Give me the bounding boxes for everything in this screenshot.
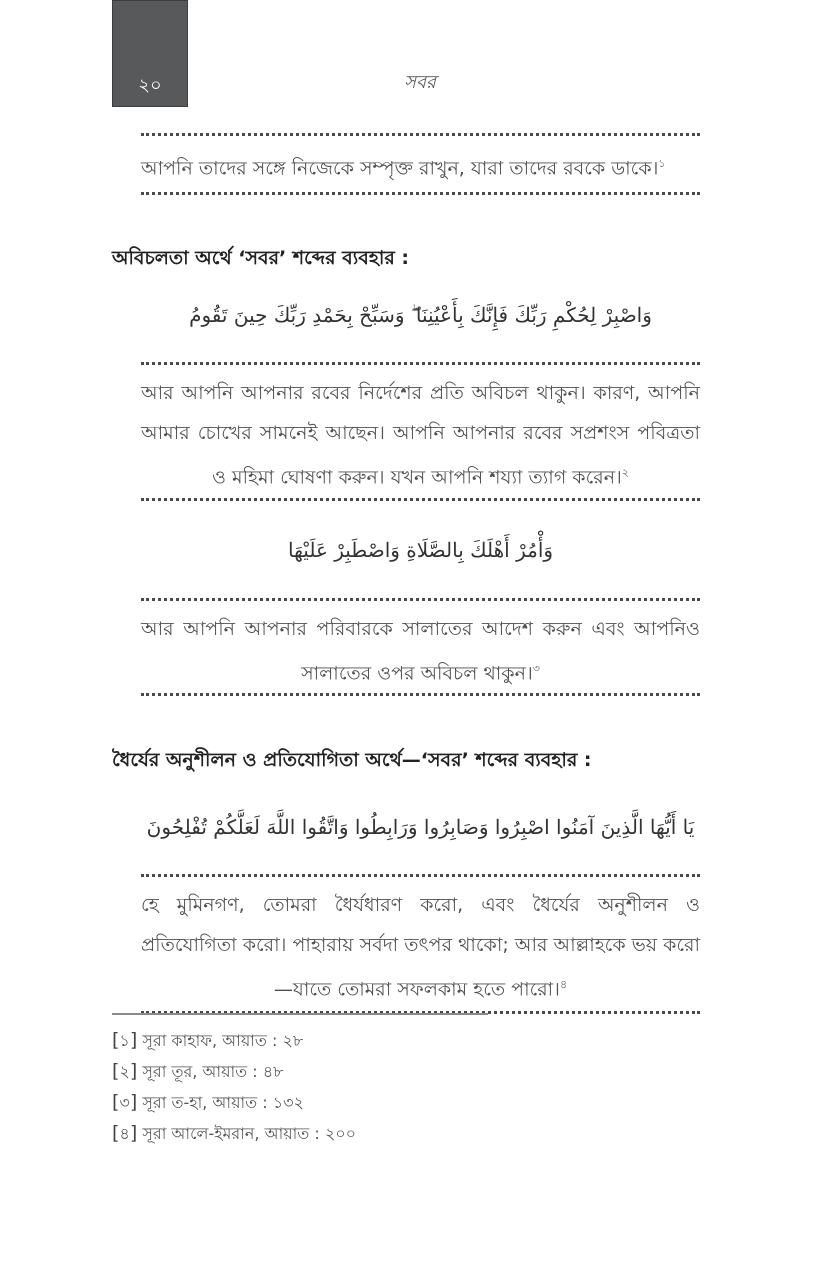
section-heading-2: ধৈর্যের অনুশীলন ও প্রতিযোগিতা অর্থে—‘সবর’ শব্দের ব্যবহার : <box>112 749 592 771</box>
footnote-number: ৩ <box>119 1093 130 1112</box>
footnote-ref: ৪ <box>559 978 568 991</box>
translation-1 <box>141 144 700 188</box>
page-number: ২০ <box>138 75 162 96</box>
translation-text: আর আপনি আপনার পরিবারকে সালাতের আদেশ করুন এবং আপনিও সালাতের ওপর অবিচল থাকুন। <box>141 618 700 685</box>
footnote-text: সূরা কাহাফ, আয়াত : ২৮ <box>142 1031 304 1050</box>
footnote-number: ৪ <box>119 1124 130 1143</box>
dotted-divider <box>141 498 700 501</box>
dotted-divider <box>141 693 700 696</box>
footnote-1: [১] সূরা কাহাফ, আয়াত : ২৮ <box>112 1029 304 1051</box>
dotted-divider <box>141 133 700 136</box>
arabic-verse-1: وَاصْبِرْ لِحُكْمِ رَبِّكَ فَإِنَّكَ بِأَعْيُنِنَا ۖ وَسَبِّحْ بِحَمْدِ رَبِّكَ حِينَ تَقُومُ <box>189 303 652 327</box>
footnote-text: সূরা আলে-ইমরান, আয়াত : ২০০ <box>142 1124 357 1143</box>
dotted-divider <box>141 598 700 601</box>
footnote-4: [৪] সূরা আলে-ইমরান, আয়াত : ২০০ <box>112 1122 357 1144</box>
footnote-text: সূরা তূর, আয়াত : ৪৮ <box>142 1062 284 1081</box>
translation-3 <box>141 609 700 693</box>
dotted-divider <box>141 192 700 195</box>
dotted-divider <box>141 362 700 365</box>
footnote-number: ১ <box>119 1031 130 1050</box>
translation-text: আর আপনি আপনার রবের নির্দেশের প্রতি অবিচল থাকুন। কারণ, আপনি আমার চোখের সামনেই আছেন। আপনি আপনার রবের সপ্রশংস পবিত্রতা ও মহিমা ঘোষণা করুন। যখন আপনি শয্যা ত্যাগ করেন। <box>141 382 700 489</box>
translation-text: আপনি তাদের সঙ্গে নিজেকে সম্পৃক্ত রাখুন, যারা তাদের রবকে ডাকে। <box>141 157 659 180</box>
footnote-number: ২ <box>119 1062 130 1081</box>
footnote-ref: ১ <box>658 157 666 170</box>
section-heading-1: অবিচলতা অর্থে ‘সবর’ শব্দের ব্যবহার : <box>112 247 409 269</box>
footnote-2: [২] সূরা তূর, আয়াত : ৪৮ <box>112 1060 284 1082</box>
arabic-verse-2: وَأْمُرْ أَهْلَكَ بِالصَّلَاةِ وَاصْطَبِرْ عَلَيْهَا <box>287 538 554 562</box>
translation-2 <box>141 373 700 497</box>
footnote-text: সূরা ত-হা, আয়াত : ১৩২ <box>142 1093 304 1112</box>
footnote-3: [৩] সূরা ত-হা, আয়াত : ১৩২ <box>112 1091 304 1113</box>
footnote-rule <box>112 1013 488 1015</box>
translation-text: হে মুমিনগণ, তোমরা ধৈর্যধারণ করো, এবং ধৈর্যের অনুশীলন ও প্রতিযোগিতা করো। পাহারায় সর্বদা তৎপর থাকো; আর আল্লাহকে ভয় করো—যাতে তোমরা সফলকাম হতে পারো। <box>141 894 700 1001</box>
footnote-ref: ৩ <box>532 662 540 675</box>
translation-4 <box>141 885 700 1009</box>
page-number-tab <box>112 0 188 107</box>
footnote-ref: ২ <box>621 466 629 479</box>
dotted-divider <box>141 874 700 877</box>
running-title: সবর <box>404 72 436 93</box>
arabic-verse-3: يَا أَيُّهَا الَّذِينَ آمَنُوا اصْبِرُوا وَصَابِرُوا وَرَابِطُوا وَاتَّقُوا اللَّهَ لَعَلَّكُمْ تُفْلِحُونَ <box>146 815 695 839</box>
